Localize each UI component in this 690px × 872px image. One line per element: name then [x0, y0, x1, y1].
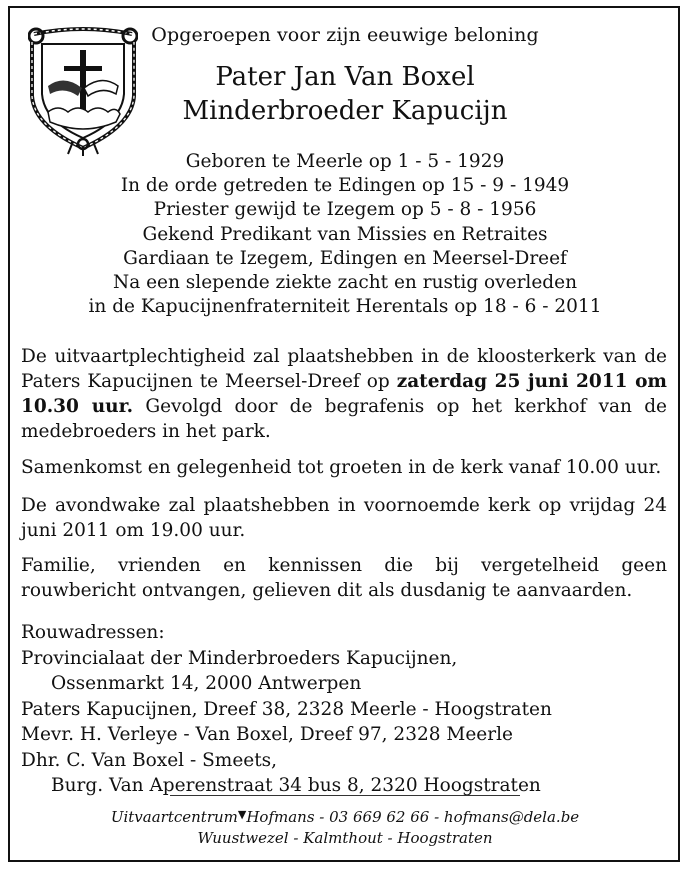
address-line: Dhr. C. Van Boxel - Smeets, — [21, 749, 278, 771]
gathering-paragraph: Samenkomst en gelegenheid tot groeten in de kerk vanaf 10.00 uur. — [21, 457, 662, 478]
address-line: Ossenmarkt 14, 2000 Antwerpen — [51, 673, 362, 694]
mourning-addresses — [21, 620, 667, 799]
vigil-paragraph: De avondwake zal plaatshebben in voornoemde kerk op vrijdag 24 juni 2011 om 19.00 uur. — [21, 495, 667, 541]
bio-line: Gardiaan te Izegem, Edingen en Meersel-Dreef — [123, 247, 567, 269]
called-home-line: Opgeroepen voor zijn eeuwige beloning — [151, 24, 539, 46]
bio-line: Priester gewijd te Izegem op 5 - 8 - 1956 — [153, 199, 537, 221]
funeral-home-contact: Hofmans - 03 669 62 66 - hofmans@dela.be — [246, 808, 580, 826]
biography — [0, 150, 690, 319]
addresses-title: Rouwadressen: — [21, 622, 165, 643]
address-line: Mevr. H. Verleye - Van Boxel, Dreef 97, 2328 Meerle — [21, 724, 513, 745]
funeral-home-locations: Wuustwezel - Kalmthout - Hoogstraten — [197, 829, 493, 847]
address-line: Provincialaat der Minderbroeders Kapucijnen, — [21, 647, 458, 669]
triangle-marker-icon: ▼ — [237, 808, 247, 821]
funeral-text: De uitvaartplechtigheid zal plaatshebben in de kloosterkerk van de Paters Kapucijnen te Meersel-Dreef op — [21, 346, 667, 392]
funeral-paragraph — [21, 344, 667, 444]
address-line: Paters Kapucijnen, Dreef 38, 2328 Meerle - Hoogstraten — [21, 698, 552, 720]
footer-divider — [170, 795, 520, 796]
bio-line: Geboren te Meerle op 1 - 5 - 1929 — [185, 151, 505, 172]
funeral-home-line — [0, 808, 690, 826]
deceased-title: Minderbroeder Kapucijn — [182, 96, 508, 126]
bio-line: Gekend Predikant van Missies en Retraites — [142, 223, 548, 245]
family-note-paragraph: Familie, vrienden en kennissen die bij vergetelheid geen rouwbericht ontvangen, gelieven dit als dusdanig te aanvaarden. — [21, 555, 667, 601]
funeral-burial-text: Gevolgd door de begrafenis op het kerkhof van de medebroeders in het park. — [21, 396, 667, 442]
bio-line: Na een slepende ziekte zacht en rustig overleden — [113, 272, 577, 294]
bio-line: in de Kapucijnenfraterniteit Herentals op 18 - 6 - 2011 — [88, 296, 602, 318]
bio-line: In de orde getreden te Edingen op 15 - 9 - 1949 — [120, 175, 570, 197]
funeral-date: zaterdag 25 juni 2011 om 10.30 uur. — [21, 371, 667, 417]
deceased-name: Pater Jan Van Boxel — [215, 62, 475, 92]
address-line: Burg. Van Aperenstraat 34 bus 8, 2320 Hoogstraten — [51, 775, 541, 796]
funeral-home-name-a: Uitvaartcentrum — [110, 808, 238, 826]
